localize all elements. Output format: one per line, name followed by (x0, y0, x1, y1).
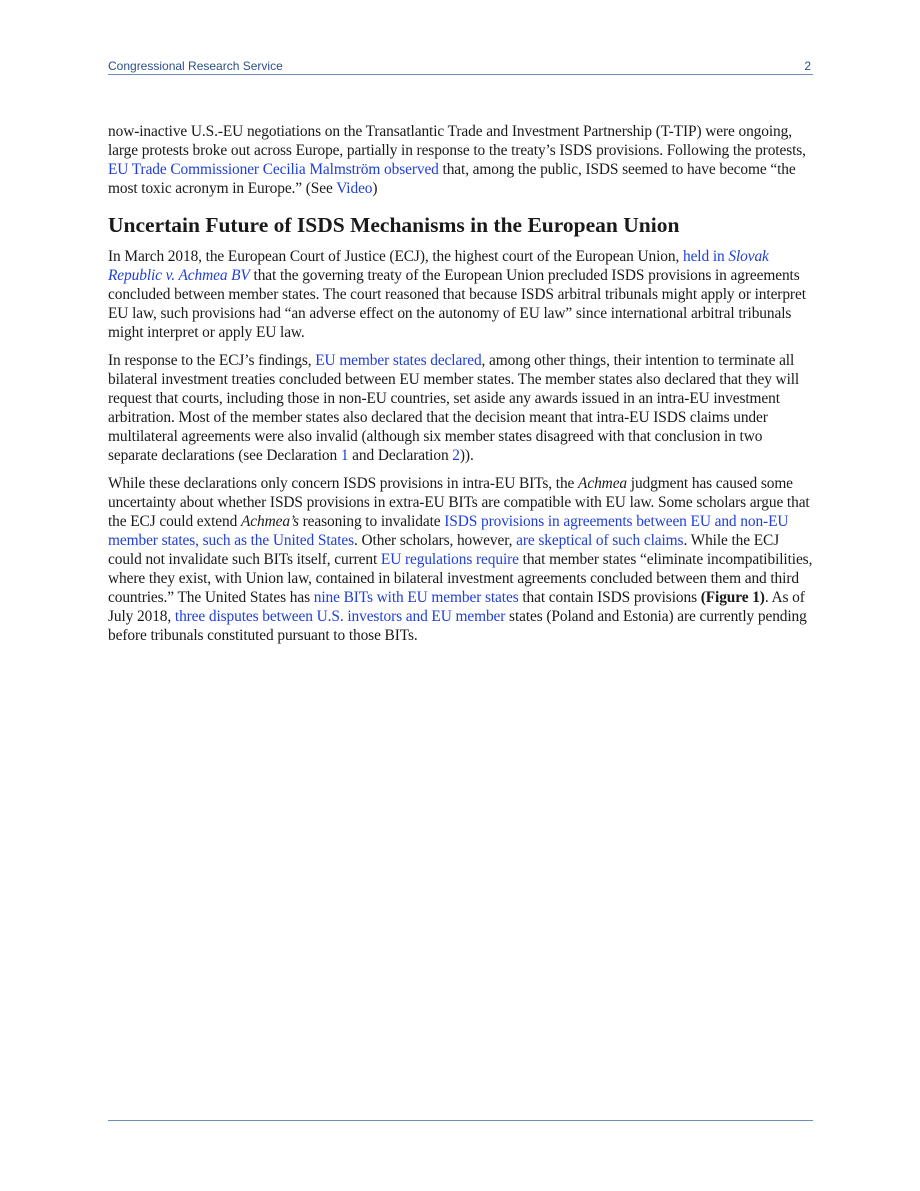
link-eu-regulations[interactable]: EU regulations require (380, 551, 519, 568)
link-video[interactable]: Video (336, 180, 373, 197)
paragraph-member-states (108, 351, 814, 465)
link-nine-bits[interactable]: nine BITs with EU member states (313, 589, 519, 606)
paragraph-intro (108, 122, 814, 198)
text: . While the ECJ could not invalidate such BITs itself, current (108, 532, 780, 568)
text: reasoning to invalidate (298, 513, 445, 530)
footer-rule (108, 1120, 813, 1121)
header-org-name: Congressional Research Service (108, 59, 283, 73)
link-three-disputes[interactable]: three disputes between U.S. investors and EU member (174, 608, 506, 625)
document-body (108, 122, 814, 654)
text: . As of July 2018, (108, 589, 805, 625)
link-text: held in (682, 248, 729, 265)
text: that member states “eliminate incompatibilities, where they exist, with Union law, contained in bilateral investment agreements concluded between them and third countries.” The United States has (108, 551, 813, 606)
text: and Declaration (348, 447, 453, 464)
link-isds-provisions[interactable]: ISDS provisions in agreements between EU and non-EU member states, such as the United States (108, 513, 789, 549)
text: . Other scholars, however, (354, 532, 517, 549)
page-number: 2 (804, 59, 811, 73)
text: that contain ISDS provisions (518, 589, 701, 606)
text: now-inactive U.S.-EU negotiations on the Transatlantic Trade and Investment Partnership (T-TIP) were ongoing, large protests broke out across Europe, partially in response to the treaty’s ISDS provisions. Following the protests, (108, 123, 806, 159)
text: In response to the ECJ’s findings, (108, 352, 316, 369)
text: ) (372, 180, 378, 197)
paragraph-extra-eu-bits (108, 474, 814, 645)
text: , among other things, their intention to terminate all bilateral investment treaties concluded between EU member states. The member states also declared that they will request that courts, including those in non-EU countries, set aside any awards issued in an intra-EU investment arbitration. Most of the member states also declared that the decision meant that intra-EU ISDS claims under multilateral agreements were also invalid (although six member states disagreed with that conclusion in two separate declarations (see Declaration (108, 352, 800, 464)
case-name: Slovak Republic v. Achmea BV (108, 248, 769, 284)
italic-achmea: Achmea (578, 475, 628, 492)
figure-reference: (Figure 1) (700, 589, 765, 606)
text: In March 2018, the European Court of Justice (ECJ), the highest court of the European Union, (108, 248, 683, 265)
italic-achmeas: Achmea’s (240, 513, 299, 530)
link-member-states-declared[interactable]: EU member states declared (315, 352, 482, 369)
text: judgment has caused some uncertainty about whether ISDS provisions in extra-EU BITs are compatible with EU law. Some scholars argue that the ECJ could extend (108, 475, 810, 530)
link-malmstrom-observed[interactable]: EU Trade Commissioner Cecilia Malmström observed (108, 161, 439, 178)
page-header (108, 58, 813, 75)
text: While these declarations only concern ISDS provisions in intra-EU BITs, the (108, 475, 579, 492)
link-declaration-2[interactable]: 2 (452, 447, 460, 464)
text: that, among the public, ISDS seemed to have become “the most toxic acronym in Europe.” (See (108, 161, 796, 197)
section-heading: Uncertain Future of ISDS Mechanisms in the European Union (108, 213, 680, 237)
link-declaration-1[interactable]: 1 (340, 447, 349, 464)
text: states (Poland and Estonia) are currently pending before tribunals constituted pursuant to those BITs. (108, 608, 807, 644)
text: that the governing treaty of the European Union precluded ISDS provisions in agreements concluded between member states. The court reasoned that because ISDS arbitral tribunals might apply or interpret EU law, such provisions had “an adverse effect on the autonomy of EU law” since international arbitral tribunals might interpret or apply EU law. (108, 267, 806, 341)
link-skeptical-claims[interactable]: are skeptical of such claims (516, 532, 684, 549)
text: )). (459, 447, 474, 464)
paragraph-ecj-ruling (108, 247, 814, 342)
